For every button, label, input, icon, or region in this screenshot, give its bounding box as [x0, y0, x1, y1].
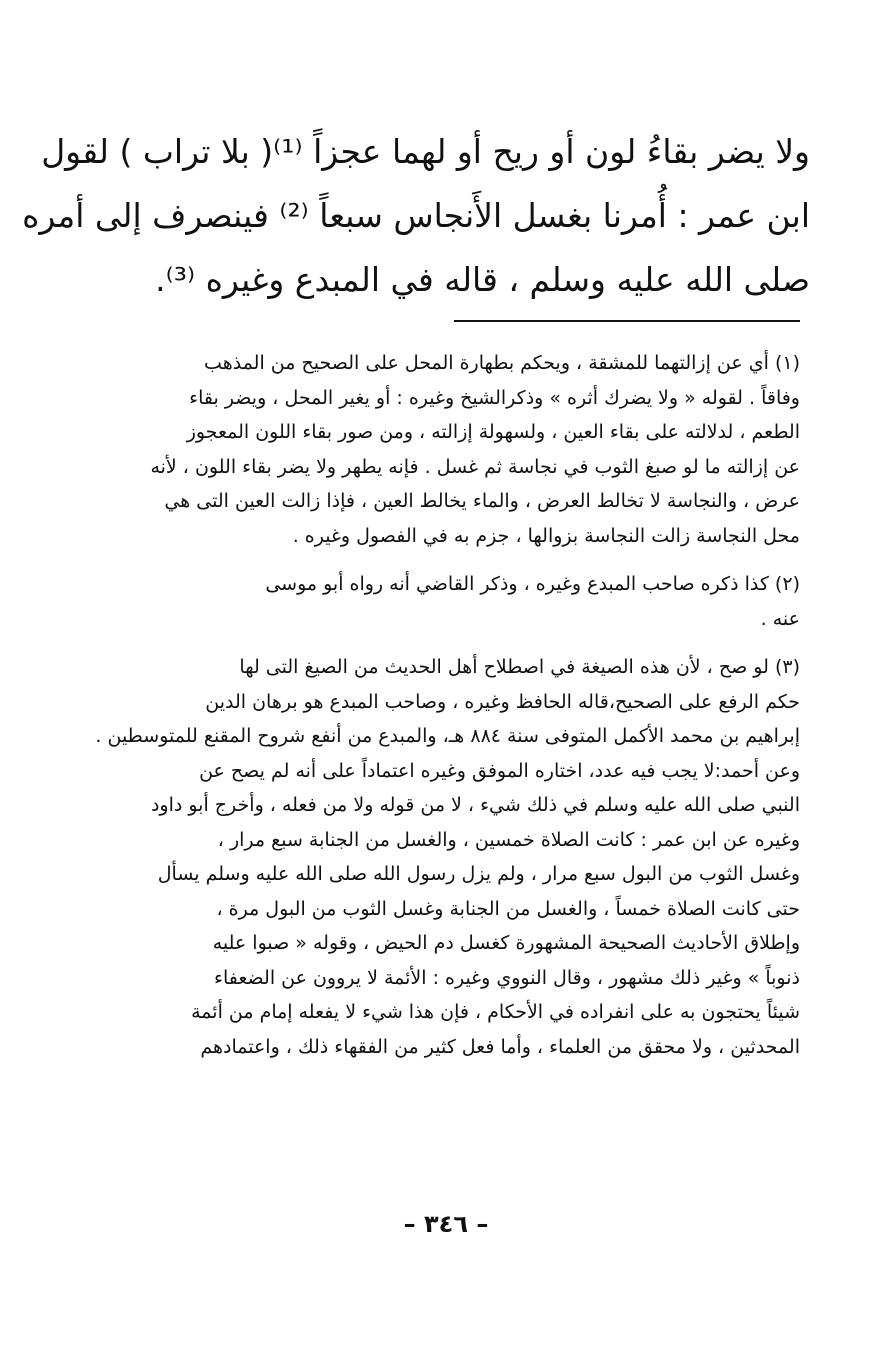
footnote-2	[74, 567, 800, 636]
footnote-1	[74, 346, 800, 553]
footnote-line: النبي صلى الله عليه وسلم في ذلك شيء ، لا من قوله ولا من فعله ، وأخرج أبو داود	[150, 794, 800, 816]
main-text-body	[22, 120, 810, 312]
footnote-line: وفاقاً . لقوله « ولا يضرك أثره » وذكرالشيخ وغيره : أو يغير المحل ، ويضر بقاء	[189, 386, 800, 409]
footnote-line: وعن أحمد:لا يجب فيه عدد، اختاره الموفق وغيره اعتماداً على أنه لم يصح عن	[199, 759, 800, 782]
footnote-line: عنه .	[760, 607, 800, 630]
footnote-line: وإطلاق الأحاديث الصحيحة المشهورة كغسل دم الحيض ، وقوله « صبوا عليه	[212, 932, 800, 954]
main-text-line: ابن عمر : أُمرنا بغسل الأَنجاس سبعاً ⁽²⁾ فينصرف إلى أمره	[22, 196, 810, 235]
footnote-line: عرض ، والنجاسة لا تخالط العرض ، والماء يخالط العين ، فإذا زالت العين التى هي	[164, 490, 800, 512]
footnote-line: (٣) لو صح ، لأن هذه الصيغة في اصطلاح أهل الحديث من الصيغ التى لها	[239, 656, 800, 678]
footnote-line: حكم الرفع على الصحيح،قاله الحافظ وغيره ، وصاحب المبدع هو برهان الدين	[205, 690, 800, 713]
footnote-line: وغسل الثوب من البول سبع مرار ، ولم يزل رسول الله صلى الله عليه وسلم يسأل	[157, 863, 800, 885]
footnote-line: ذنوباً » وغير ذلك مشهور ، وقال النووي وغيره : الأئمة لا يروون عن الضعفاء	[214, 966, 800, 989]
footnote-line: الطعم ، لدلالته على بقاء العين ، ولسهولة إزالته ، ومن صور بقاء اللون المعجوز	[186, 421, 800, 443]
main-text-line: ولا يضر بقاءُ لون أو ريح أو لهما عجزاً ⁽¹⁾( بلا تراب ) لقول	[41, 132, 810, 171]
main-text-line: صلى الله عليه وسلم ، قاله في المبدع وغيره ⁽³⁾.	[155, 260, 810, 299]
footnote-line: عن إزالته ما لو صبغ الثوب في نجاسة ثم غسل . فإنه يطهر ولا يضر بقاء اللون ، لأنه	[150, 455, 800, 478]
footnote-line: (٢) كذا ذكره صاحب المبدع وغيره ، وذكر القاضي أنه رواه أبو موسى	[265, 573, 800, 595]
footnote-line: حتى كانت الصلاة خمساً ، والغسل من الجنابة وغسل الثوب من البول مرة ،	[216, 897, 800, 920]
page-number: – ٣٤٦ –	[403, 1210, 489, 1238]
footnote-line: (١) أي عن إزالتهما للمشقة ، ويحكم بطهارة المحل على الصحيح من المذهب	[204, 352, 800, 374]
footnote-line: وغيره عن ابن عمر : كانت الصلاة خمسين ، والغسل من الجنابة سبع مرار ،	[217, 828, 800, 851]
footnote-line: المحدثين ، ولا محقق من العلماء ، وأما فعل كثير من الفقهاء ذلك ، واعتمادهم	[200, 1035, 800, 1058]
footnote-line: إبراهيم بن محمد الأكمل المتوفى سنة ٨٨٤ هـ، والمبدع من أنفع شروح المقنع للمتوسطين .	[95, 725, 800, 747]
footnote-line: شيئاً يحتجون به على انفراده في الأحكام ، فإن هذا شيء لا يفعله إمام من أئمة	[191, 1001, 800, 1023]
footnotes-section	[74, 346, 800, 1078]
footnote-3	[74, 650, 800, 1064]
footnote-line: محل النجاسة زالت النجاسة بزوالها ، جزم به في الفصول وغيره .	[292, 524, 800, 547]
footnote-separator-rule	[454, 320, 800, 322]
